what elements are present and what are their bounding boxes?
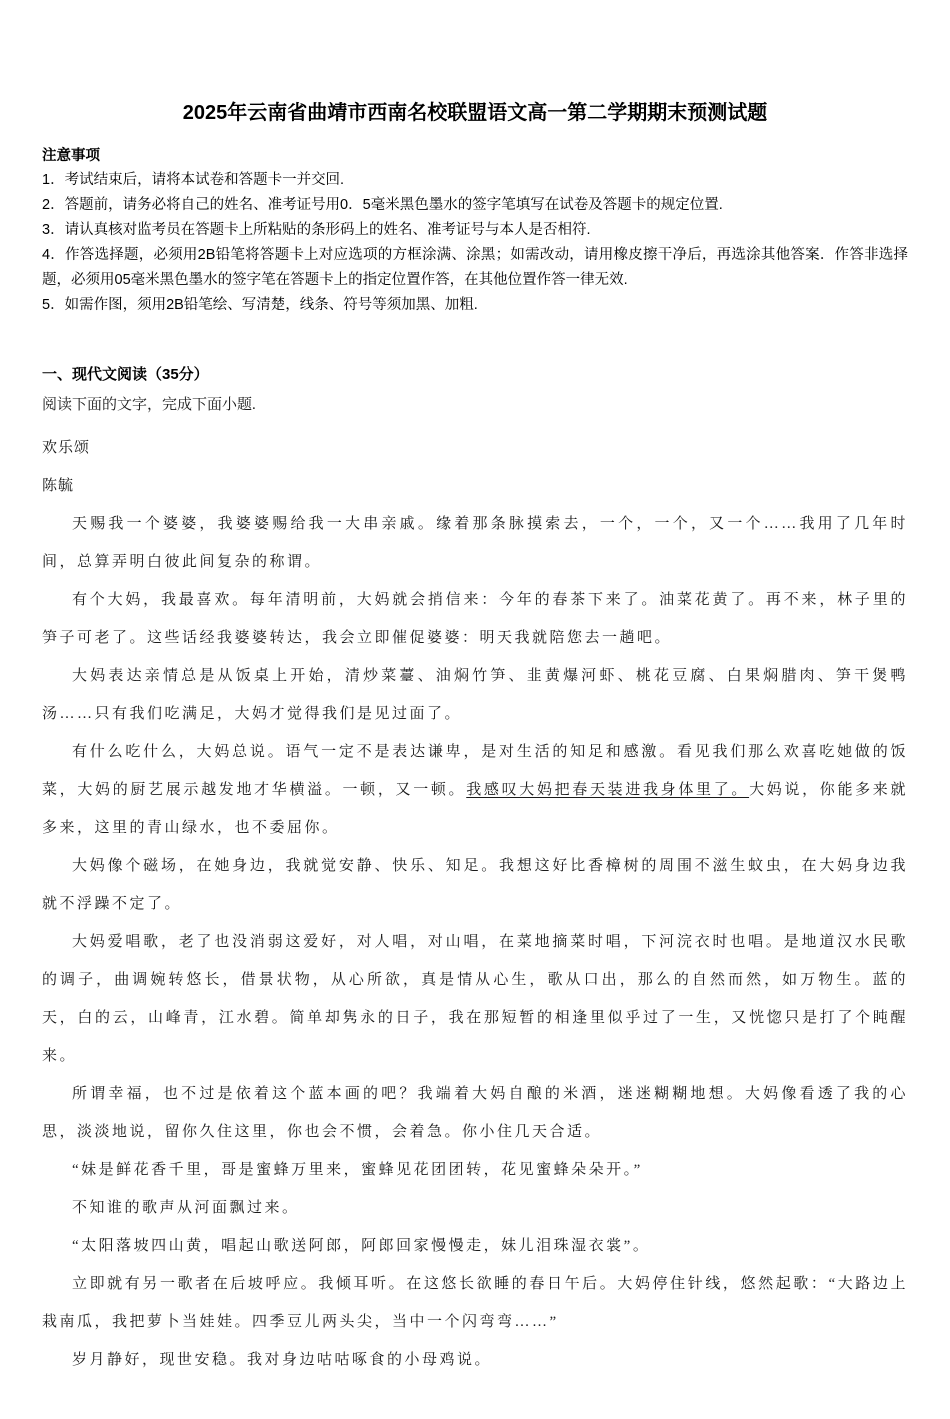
- notice-item-2: 2．答题前，请务必将自己的姓名、准考证号用0．5毫米黑色墨水的签字笔填写在试卷及答题卡的规定位置.: [42, 197, 723, 213]
- passage-paragraph-3: 大妈表达亲情总是从饭桌上开始，清炒菜薹、油焖竹笋、韭黄爆河虾、桃花豆腐、白果焖腊肉、笋干煲鸭汤……只有我们吃满足，大妈才觉得我们是见过面了。: [42, 668, 908, 722]
- page-title: 2025年云南省曲靖市西南名校联盟语文高一第二学期期末预测试题: [182, 102, 768, 124]
- paragraph-4-segment-before: 有什么吃什么，大妈总说。语气一定不是表达谦卑，是对生活的知足和感激。看见我们那么欢喜吃她做的饭菜，大妈的厨艺展示越发地才华横溢。一顿，又一顿。: [42, 744, 908, 798]
- passage-paragraph-4: [42, 733, 908, 847]
- passage-paragraph-12: 岁月静好，现世安稳。我对身边咕咕啄食的小母鸡说。: [72, 1352, 493, 1368]
- reading-instruction: 阅读下面的文字，完成下面小题.: [42, 397, 256, 413]
- passage-paragraph-11: 立即就有另一歌者在后坡呼应。我倾耳听。在这悠长欲睡的春日午后。大妈停住针线，悠然起歌：“大路边上栽南瓜，我把萝卜当娃娃。四季豆儿两头尖，当中一个闪弯弯……”: [42, 1276, 908, 1330]
- passage-paragraph-9: 不知谁的歌声从河面飘过来。: [72, 1200, 300, 1216]
- passage-paragraph-6: 大妈爱唱歌，老了也没消弱这爱好，对人唱，对山唱，在菜地摘菜时唱，下河浣衣时也唱。是地道汉水民歌的调子，曲调婉转悠长，借景状物，从心所欲，真是情从心生，歌从口出，那么的自然而然，如万物生。蓝的天，白的云，山峰青，江水碧。简单却隽永的日子，我在那短暂的相逢里似乎过了一生，又恍惚只是打了个盹醒来。: [42, 934, 908, 1064]
- notice-heading: 注意事项: [42, 148, 100, 164]
- paragraph-4-underlined-sentence: 我感叹大妈把春天装进我身体里了。: [466, 782, 750, 798]
- passage-author: 陈毓: [42, 478, 75, 494]
- notice-item-3: 3．请认真核对监考员在答题卡上所粘贴的条形码上的姓名、准考证号与本人是否相符.: [42, 222, 591, 238]
- passage-paragraph-8-song-verse: “妹是鲜花香千里，哥是蜜蜂万里来，蜜蜂见花团团转，花见蜜蜂朵朵开。”: [72, 1162, 643, 1178]
- passage-paragraph-1: 天赐我一个婆婆，我婆婆赐给我一大串亲戚。缘着那条脉摸索去，一个，一个，又一个……我用了几年时间，总算弄明白彼此间复杂的称谓。: [42, 516, 908, 570]
- passage-paragraph-7: 所谓幸福，也不过是依着这个蓝本画的吧？我端着大妈自酿的米酒，迷迷糊糊地想。大妈像看透了我的心思，淡淡地说，留你久住这里，你也会不惯，会着急。你小住几天合适。: [42, 1086, 908, 1140]
- passage-paragraph-2: 有个大妈，我最喜欢。每年清明前，大妈就会捎信来：今年的春茶下来了。油菜花黄了。再不来，林子里的笋子可老了。这些话经我婆婆转达，我会立即催促婆婆：明天我就陪您去一趟吧。: [42, 592, 908, 646]
- section-heading-modern-reading: 一、现代文阅读（35分）: [42, 366, 209, 383]
- paragraph-4-segment-after: 大妈说，你能多来就多来，这里的青山绿水，也不委屈你。: [42, 782, 908, 836]
- notice-item-5: 5．如需作图，须用2B铅笔绘、写清楚，线条、符号等须加黑、加粗.: [42, 297, 478, 313]
- notice-item-4: 4．作答选择题，必须用2B铅笔将答题卡上对应选项的方框涂满、涂黑；如需改动，请用橡皮擦干净后，再选涂其他答案．作答非选择题，必须用05毫米黑色墨水的签字笔在答题卡上的指定位置作答，在其他位置作答一律无效.: [42, 247, 908, 288]
- passage-title: 欢乐颂: [42, 440, 91, 456]
- notice-section: [42, 144, 908, 318]
- passage-paragraph-10-song-verse: “太阳落坡四山黄，唱起山歌送阿郎，阿郎回家慢慢走，妹儿泪珠湿衣裳”。: [72, 1238, 651, 1254]
- notice-item-1: 1．考试结束后，请将本试卷和答题卡一并交回.: [42, 172, 345, 188]
- passage-body: [42, 429, 908, 1379]
- passage-paragraph-5: 大妈像个磁场，在她身边，我就觉安静、快乐、知足。我想这好比香樟树的周围不滋生蚊虫，在大妈身边我就不浮躁不定了。: [42, 858, 908, 912]
